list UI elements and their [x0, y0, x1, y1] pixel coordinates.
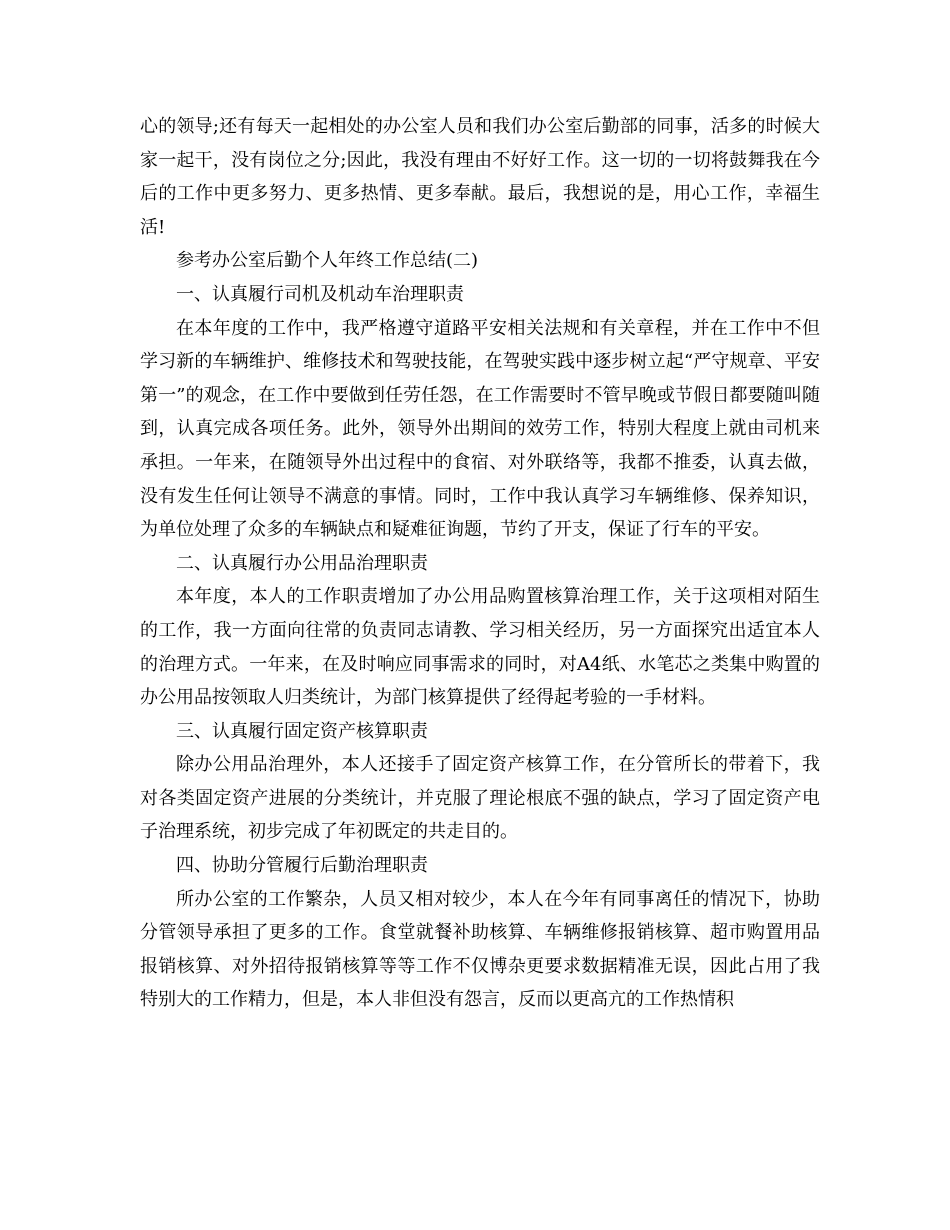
heading-3: 三、认真履行固定资产核算职责 [176, 720, 428, 742]
paragraph-2: 在本年度的工作中，我严格遵守道路平安相关法规和有关章程，并在工作中不但学习新的车辆维护、维修技术和驾驶技能，在驾驶实践中逐步树立起“严守规章、平安第一”的观念，在工作中要做到任劳任怨，在工作需要时不管早晚或节假日都要随叫随到，认真完成各项任务。此外，领导外出期间的效劳工作，特别大程度上就由司机来承担。一年来，在随领导外出过程中的食宿、对外联络等，我都不推委，认真去做，没有发生任何让领导不满意的事情。同时，工作中我认真学习车辆维修、保养知识，为单位处理了众多的车辆缺点和疑难征询题，节约了开支，保证了行车的平安。 [140, 317, 820, 541]
paragraph-5: 所办公室的工作繁杂，人员又相对较少，本人在今年有同事离任的情况下，协助分管领导承担了更多的工作。食堂就餐补助核算、车辆维修报销核算、超市购置用品报销核算、对外招待报销核算等等工作不仅博杂更要求数据精准无误，因此占用了我特别大的工作精力，但是，本人非但没有怨言，反而以更高亢的工作热情积 [140, 888, 820, 1011]
document-body [140, 110, 820, 1017]
paragraph-3: 本年度，本人的工作职责增加了办公用品购置核算治理工作，关于这项相对陌生的工作，我一方面向往常的负责同志请教、学习相关经历，另一方面探究出适宜本人的治理方式。一年来，在及时响应同事需求的同时，对A4纸、水笔芯之类集中购置的办公用品按领取人归类统计，为部门核算提供了经得起考验的一手材料。 [140, 586, 820, 709]
heading-2: 二、认真履行办公用品治理职责 [176, 552, 428, 574]
heading-4: 四、协助分管履行后勤治理职责 [176, 855, 428, 877]
paragraph-1: 心的领导;还有每天一起相处的办公室人员和我们办公室后勤部的同事，活多的时候大家一起干，没有岗位之分;因此，我没有理由不好好工作。这一切的一切将鼓舞我在今后的工作中更多努力、更多热情、更多奉献。最后，我想说的是，用心工作，幸福生活! [140, 116, 820, 238]
section-title: 参考办公室后勤个人年终工作总结(二) [176, 250, 479, 272]
heading-1: 一、认真履行司机及机动车治理职责 [176, 283, 464, 305]
paragraph-4: 除办公用品治理外，本人还接手了固定资产核算工作，在分管所长的带着下，我对各类固定资产进展的分类统计，并克服了理论根底不强的缺点，学习了固定资产电子治理系统，初步完成了年初既定的共走目的。 [140, 754, 820, 843]
